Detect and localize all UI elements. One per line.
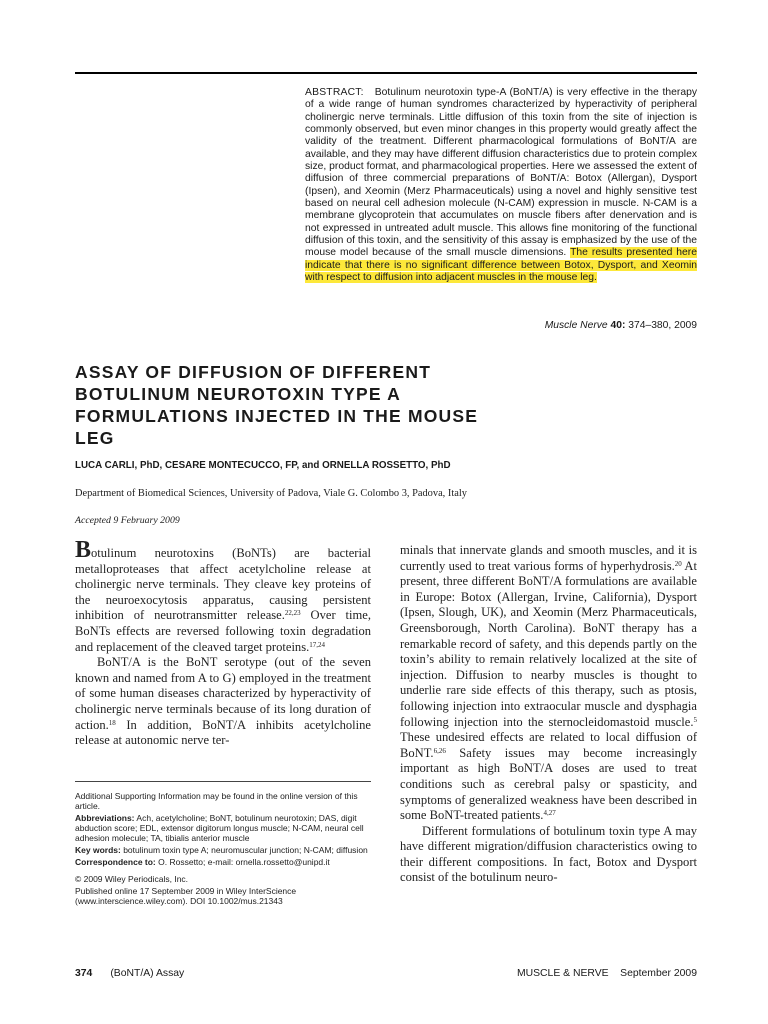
citation-journal: Muscle Nerve (544, 320, 608, 331)
footnote-keywords: Key words: botulinum toxin type A; neuromuscular junction; N-CAM; diffusion (75, 845, 368, 855)
footnote-abbreviations: Abbreviations: Ach, acetylcholine; BoNT, botulinum neurotoxin; DAS, digit abduction score; EDL, extensor digitorum longus muscle; N-CAM, neural cell adhesion molecule; TA, tibialis anterior muscle (75, 813, 364, 843)
citation-volume: 40: (610, 320, 626, 331)
body-column-right (400, 543, 697, 886)
footer-journal: MUSCLE & NERVE (516, 968, 609, 979)
body-paragraph-1: Botulinum neurotoxins (BoNTs) are bacterial metalloproteases that affect acetylcholine release at cholinergic nerve terminals. They cleave key proteins of the neuroexocytosis apparatus, causing persistent inhibition of neurotransmitter release.$^{22,23}$ Over time, BoNTs effects are reversed following toxin degradation and replacement of the cleaved target proteins.$^{17,24}$ (75, 537, 371, 654)
abstract-label: ABSTRACT: (305, 87, 364, 98)
body-paragraph-4: Different formulations of botulinum toxin type A may have different migration/diffusion characteristics owing to their different compositions. In fact, Botox and Dysport consist of the botulinum neuro- (400, 823, 697, 885)
footer-left (75, 968, 184, 979)
reference: 22,23 (284, 609, 301, 618)
footnote-correspondence: Correspondence to: O. Rossetto; e-mail: ornella.rossetto@unipd.it (75, 857, 330, 867)
abstract-highlight: The results presented here indicate that there is no significant difference between Botox, Dysport, and Xeomin with respect to diffusion into adjacent muscles in the mouse leg. (305, 247, 698, 284)
reference: 20 (674, 559, 682, 568)
accepted-date: Accepted 9 February 2009 (75, 515, 180, 526)
running-title: (BoNT/A) Assay (110, 968, 185, 979)
reference: 4,27 (543, 809, 556, 818)
body-paragraph-3: minals that innervate glands and smooth muscles, and it is currently used to treat various forms of hyperhydrosis.$^{20}$ At present, three different BoNT/A formulations are available in Europe: Botox (Allergan, Irvine, California), Dysport (Ipsen, Slough, UK), and Xeomin (Merz Pharmaceuticals, Greensborough, North Carolina). BoNT therapy has a remarkable record of safety, and this depends partly on the toxin’s ability to remain relatively localized at the site of injection. Diffusion to nearby muscles is thought to underlie rare side effects of this therapy, such as ptosis, following injection into extraocular muscle and dysphagia following injection into the sternocleidomastoid muscle.$^5$ These undesired effects are related to local diffusion of BoNT.$^{6,26}$ Safety issues may become increasingly important as high BoNT/A doses are used to treat conditions such as cerebral palsy or spasticity, and symptoms of generalized weakness have been described in some BoNT-treated patients.$^{4,27}$ (400, 543, 697, 823)
top-rule (75, 72, 697, 74)
footer-right (517, 968, 697, 979)
drop-cap: B (75, 537, 92, 563)
reference: 6,26 (433, 746, 446, 755)
affiliation: Department of Biomedical Sciences, University of Padova, Viale G. Colombo 3, Padova, Italy (75, 488, 467, 499)
page-number: 374 (75, 968, 93, 979)
body-paragraph-2: BoNT/A is the BoNT serotype (out of the seven known and named from A to G) employed in the treatment of some human diseases characterized by hyperactivity of cholinergic nerve terminals because of its long duration of action.$^{18}$ In addition, BoNT/A inhibits acetylcholine release at autonomic nerve ter- (75, 655, 371, 748)
citation-pages-year: 374–380, 2009 (628, 320, 697, 331)
abstract-text: Botulinum neurotoxin type-A (BoNT/A) is very effective in the therapy of a wide range of human syndromes characterized by hyperactivity of peripheral cholinergic nerve terminals. Little diffusion of this toxin from the site of injection is commonly observed, but even minor changes in this property would greatly affect the validity of the treatment. Different pharmacological formulations of BoNT/A are available, and they may have different diffusion characteristics due to protein complex size, product format, and pharmacological properties. Here we assessed the extent of diffusion of three commercial preparations of BoNT/A: Botox (Allergan), Dysport (Ipsen), and Xeomin (Merz Pharmaceuticals) using a novel and highly sensitive test based on neural cell adhesion molecule (N-CAM) expression in muscle. N-CAM is a membrane glycoprotein that accumulates on muscle fibers after denervation and is not expressed in untreated adult muscle. This allows fine monitoring of the functional diffusion of this toxin, and the sensitivity of this assay is emphasized by the use of the mouse model because of the small muscle dimensions. (305, 87, 697, 259)
reference: 17,24 (309, 640, 325, 649)
footnote-supporting-info: Additional Supporting Information may be found in the online version of this article. (75, 791, 358, 811)
citation (545, 320, 697, 331)
footnote-published: Published online 17 September 2009 in Wiley InterScience (www.interscience.wiley.com). DOI 10.1002/mus.21343 (75, 886, 297, 906)
author-list: LUCA CARLI, PhD, CESARE MONTECUCCO, FP, and ORNELLA ROSSETTO, PhD (75, 460, 451, 471)
body-column-left (75, 537, 371, 749)
footnotes (75, 791, 371, 908)
footer-date: September 2009 (620, 968, 697, 979)
abstract (305, 87, 697, 285)
article-title: ASSAY OF DIFFUSION OF DIFFERENT BOTULINUM NEUROTOXIN TYPE A FORMULATIONS INJECTED IN THE MOUSE LEG (75, 362, 479, 448)
footnote-copyright: © 2009 Wiley Periodicals, Inc. (75, 874, 189, 884)
reference: 18 (108, 718, 116, 727)
reference: 5 (693, 715, 697, 724)
footnote-divider (75, 781, 371, 782)
